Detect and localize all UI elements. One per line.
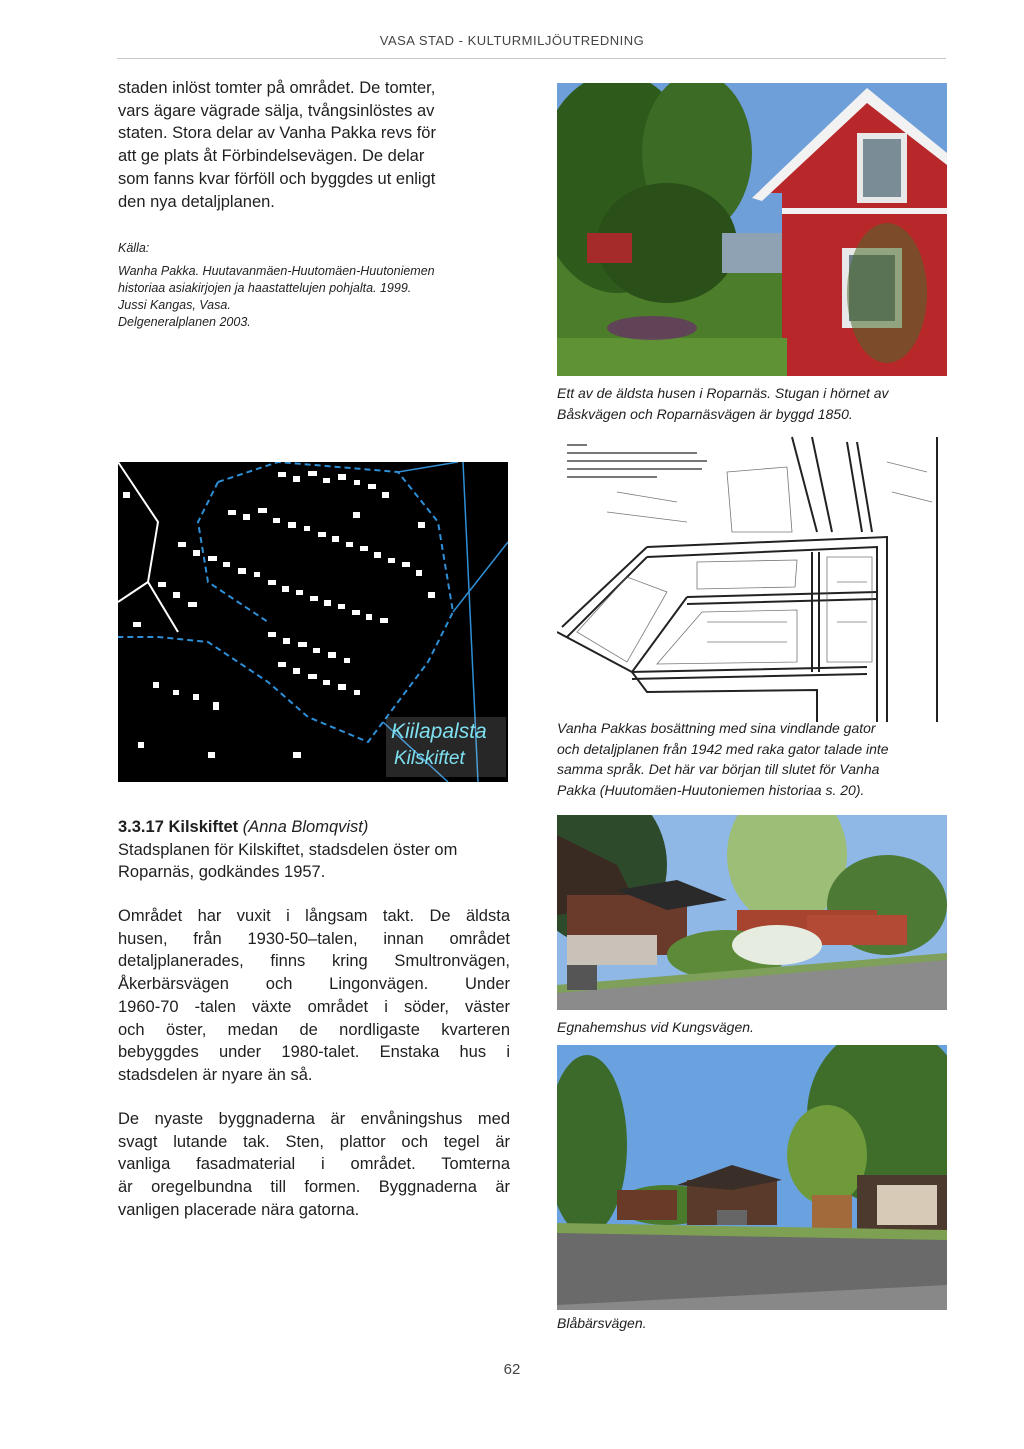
source-line: Wanha Pakka. Huutavanmäen-Huutomäen-Huutoniemen bbox=[118, 264, 435, 278]
header-rule bbox=[117, 58, 946, 59]
plan-caption-line: Pakka (Huutomäen-Huutoniemen historiaa s. 20). bbox=[557, 781, 865, 798]
plan-caption-line: Vanha Pakkas bosättning med sina vindlande gator bbox=[557, 720, 876, 736]
source-line: historiaa asiakirjojen ja haastattelujen pohjalta. 1999. bbox=[118, 281, 412, 295]
paragraph-line: vanliga fasadmaterial i området. Tomterna bbox=[118, 1155, 510, 1174]
section-author: (Anna Blomqvist) bbox=[242, 818, 369, 836]
plan-caption-line: och detaljplanen från 1942 med raka gator talade inte bbox=[557, 740, 889, 757]
intro-paragraph bbox=[118, 77, 510, 213]
paragraph-line: husen, från 1930-50–talen, innan området bbox=[118, 929, 510, 948]
section-title: Kilskiftet bbox=[168, 818, 239, 836]
paragraph-line: Området har vuxit i långsam takt. De äldsta bbox=[118, 907, 510, 925]
section-number: 3.3.17 bbox=[118, 818, 164, 836]
kungsvagen-photo bbox=[557, 815, 947, 1010]
section-subtitle-line: Stadsplanen för Kilskiftet, stadsdelen öster om bbox=[118, 840, 458, 859]
intro-line: den nya detaljplanen. bbox=[118, 192, 275, 211]
paragraph-line: bebyggdes under 1980-talet. Enstaka hus i bbox=[118, 1043, 510, 1062]
paragraph-buildings bbox=[118, 1108, 510, 1222]
intro-line: som fanns kvar förföll och byggdes ut enligt bbox=[118, 169, 436, 188]
map-label-swedish: Kilskiftet bbox=[394, 748, 465, 769]
paragraph-line: svagt lutande tak. Sten, plattor och tegel är bbox=[118, 1132, 510, 1151]
paragraph-line: detaljplanerades, finns kring Smultronvägen, bbox=[118, 952, 510, 971]
paragraph-line: är oregelbundna till formen. Byggnaderna är bbox=[118, 1178, 510, 1197]
section-subtitle-line: Roparnäs, godkändes 1957. bbox=[118, 863, 326, 882]
section-heading bbox=[118, 816, 510, 884]
page-number: 62 bbox=[503, 1361, 521, 1378]
kilskiftet-map bbox=[118, 462, 508, 782]
blabarsvagen-caption: Blåbärsvägen. bbox=[557, 1315, 647, 1331]
source-block bbox=[118, 240, 518, 331]
paragraph-line: stadsdelen är nyare än så. bbox=[118, 1065, 313, 1084]
intro-line: staden inlöst tomter på området. De tomter, bbox=[118, 79, 436, 97]
paragraph-line: Åkerbärsvägen och Lingonvägen. Under bbox=[118, 975, 510, 994]
map-label-finnish: Kiilapalsta bbox=[391, 720, 487, 743]
house-caption-line: Ett av de äldsta husen i Roparnäs. Stugan i hörnet av bbox=[557, 385, 889, 401]
paragraph-line: vanligen placerade nära gatorna. bbox=[118, 1200, 360, 1219]
paragraph-line: De nyaste byggnaderna är envåningshus med bbox=[118, 1110, 510, 1128]
house-caption-line: Båskvägen och Roparnäsvägen är byggd 1850. bbox=[557, 405, 853, 422]
intro-line: vars ägare vägrade sälja, tvångsinlöstes av bbox=[118, 101, 435, 120]
paragraph-growth bbox=[118, 905, 510, 1087]
source-label: Källa: bbox=[118, 241, 150, 255]
historic-plan-drawing bbox=[557, 432, 947, 732]
source-line: Delgeneralplanen 2003. bbox=[118, 315, 251, 329]
house-caption bbox=[557, 383, 949, 424]
intro-line: staten. Stora delar av Vanha Pakka revs för bbox=[118, 124, 436, 143]
kungsvagen-caption: Egnahemshus vid Kungsvägen. bbox=[557, 1019, 754, 1035]
intro-line: att ge plats åt Förbindelsevägen. De delar bbox=[118, 147, 425, 166]
plan-caption bbox=[557, 718, 949, 800]
red-house-photo bbox=[557, 83, 947, 376]
running-header: VASA STAD - KULTURMILJÖUTREDNING bbox=[379, 33, 645, 48]
source-line: Jussi Kangas, Vasa. bbox=[118, 298, 231, 312]
blabarsvagen-photo bbox=[557, 1045, 947, 1310]
paragraph-line: och öster, medan de nordligaste kvarteren bbox=[118, 1020, 510, 1039]
plan-caption-line: samma språk. Det här var början till slutet för Vanha bbox=[557, 761, 880, 777]
paragraph-line: 1960-70 -talen växte området i söder, väster bbox=[118, 997, 510, 1016]
